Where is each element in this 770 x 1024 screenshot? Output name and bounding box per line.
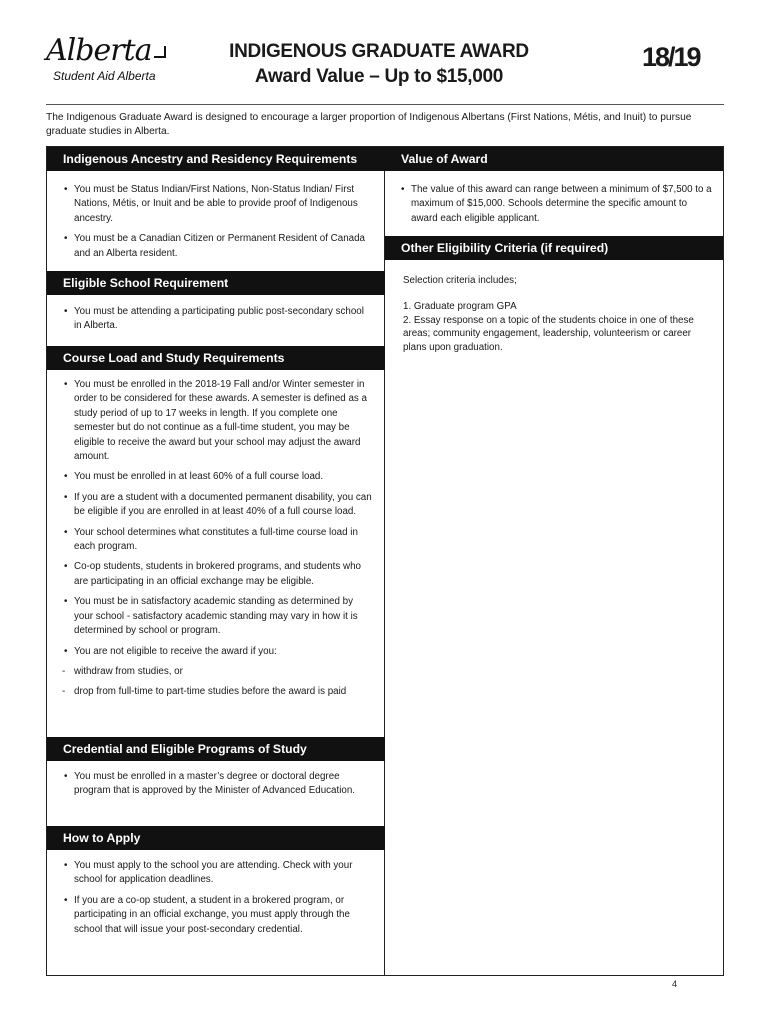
logo-subtitle: Student Aid Alberta: [53, 69, 156, 83]
list-item: • Co-op students, students in brokered programs, and students who are participating in an official exchange may be eligible.: [64, 561, 361, 587]
section-heading-credential: Credential and Eligible Programs of Study: [47, 737, 385, 761]
title-line-1: INDIGENOUS GRADUATE AWARD: [229, 41, 529, 62]
courseload-list: [62, 378, 374, 706]
list-item: • You must be attending a participating public post-secondary school in Alberta.: [64, 306, 364, 332]
list-item: • If you are a student with a documented permanent disability, you can be eligible if you are enrolled in at least 40% of a full course load.: [64, 491, 372, 518]
document-title: [214, 40, 544, 90]
content-frame: [46, 146, 724, 976]
ancestry-list: [62, 183, 374, 267]
document-header: [0, 0, 770, 104]
list-item: • You must be enrolled in a master’s degree or doctoral degree program that is approved by the Minister of Advanced Education.: [64, 771, 356, 797]
list-item: • You must be a Canadian Citizen or Permanent Resident of Canada and an Alberta resident.: [64, 233, 366, 259]
apply-list: [62, 859, 374, 943]
list-item: • You are not eligible to receive the award if you:: [64, 645, 277, 657]
award-year: 18/19: [642, 42, 700, 72]
criteria-item-2: 2. Essay response on a topic of the students choice in one of these areas; community engagement, leadership, volunteerism or career plans upon graduation.: [403, 315, 694, 353]
list-item: • You must apply to the school you are attending. Check with your school for application deadlines.: [64, 860, 353, 886]
sub-list-item: - withdraw from studies, or: [62, 665, 183, 677]
school-list: [62, 305, 374, 340]
section-heading-value: Value of Award: [385, 147, 723, 171]
sub-list-item: - drop from full-time to part-time studies before the award is paid: [62, 686, 347, 698]
section-heading-courseload: Course Load and Study Requirements: [47, 346, 385, 370]
right-column: [385, 147, 723, 975]
page-number: 4: [672, 979, 678, 989]
list-item: • You must be in satisfactory academic standing as determined by your school - satisfactory academic standing may vary in how it is determined by school or program.: [64, 596, 358, 637]
credential-list: [62, 770, 374, 805]
section-heading-other-criteria: Other Eligibility Criteria (if required): [385, 236, 723, 260]
section-heading-apply: How to Apply: [47, 826, 385, 850]
criteria-item-1: 1. Graduate program GPA: [403, 301, 517, 312]
left-column: [47, 147, 385, 975]
list-item: • You must be enrolled in the 2018-19 Fall and/or Winter semester in order to be considered for these awards. A semester is defined as a study period of up to 17 weeks in length. If you complete one semester but do not continue as a full-time student, you may be eligible to receive the award but your school may adjust the award amount.: [64, 379, 367, 463]
criteria-intro: Selection criteria includes;: [403, 275, 517, 286]
list-item: • You must be Status Indian/First Nations, Non-Status Indian/ First Nations, Métis, or Inuit and be able to provide proof of Indigenous ancestry.: [64, 184, 358, 224]
title-line-2: Award Value – Up to $15,000: [254, 66, 504, 87]
intro-paragraph: The Indigenous Graduate Award is designed to encourage a larger proportion of Indigenous Albertans (First Nations, Métis, and Inuit) to pursue graduate studies in Alberta.: [46, 112, 692, 137]
section-heading-ancestry: Indigenous Ancestry and Residency Requirements: [47, 147, 385, 171]
list-item: • If you are a co-op student, a student in a brokered program, or participating in an official exchange, you must apply through the school that will issue your post-secondary credential.: [64, 894, 350, 935]
list-item: • Your school determines what constitutes a full-time course load in each program.: [64, 526, 358, 553]
list-item: • The value of this award can range between a minimum of $7,500 to a maximum of $15,000. Schools determine the specific amount to award each eligible applicant.: [401, 184, 712, 224]
logo-mark-icon: [154, 46, 166, 58]
logo-wordmark: Alberta: [46, 33, 152, 68]
alberta-logo: [46, 34, 216, 94]
list-item: • You must be enrolled in at least 60% of a full course load.: [64, 471, 324, 483]
section-heading-school: Eligible School Requirement: [47, 271, 385, 295]
header-divider: [46, 104, 724, 105]
value-list: [399, 183, 713, 232]
